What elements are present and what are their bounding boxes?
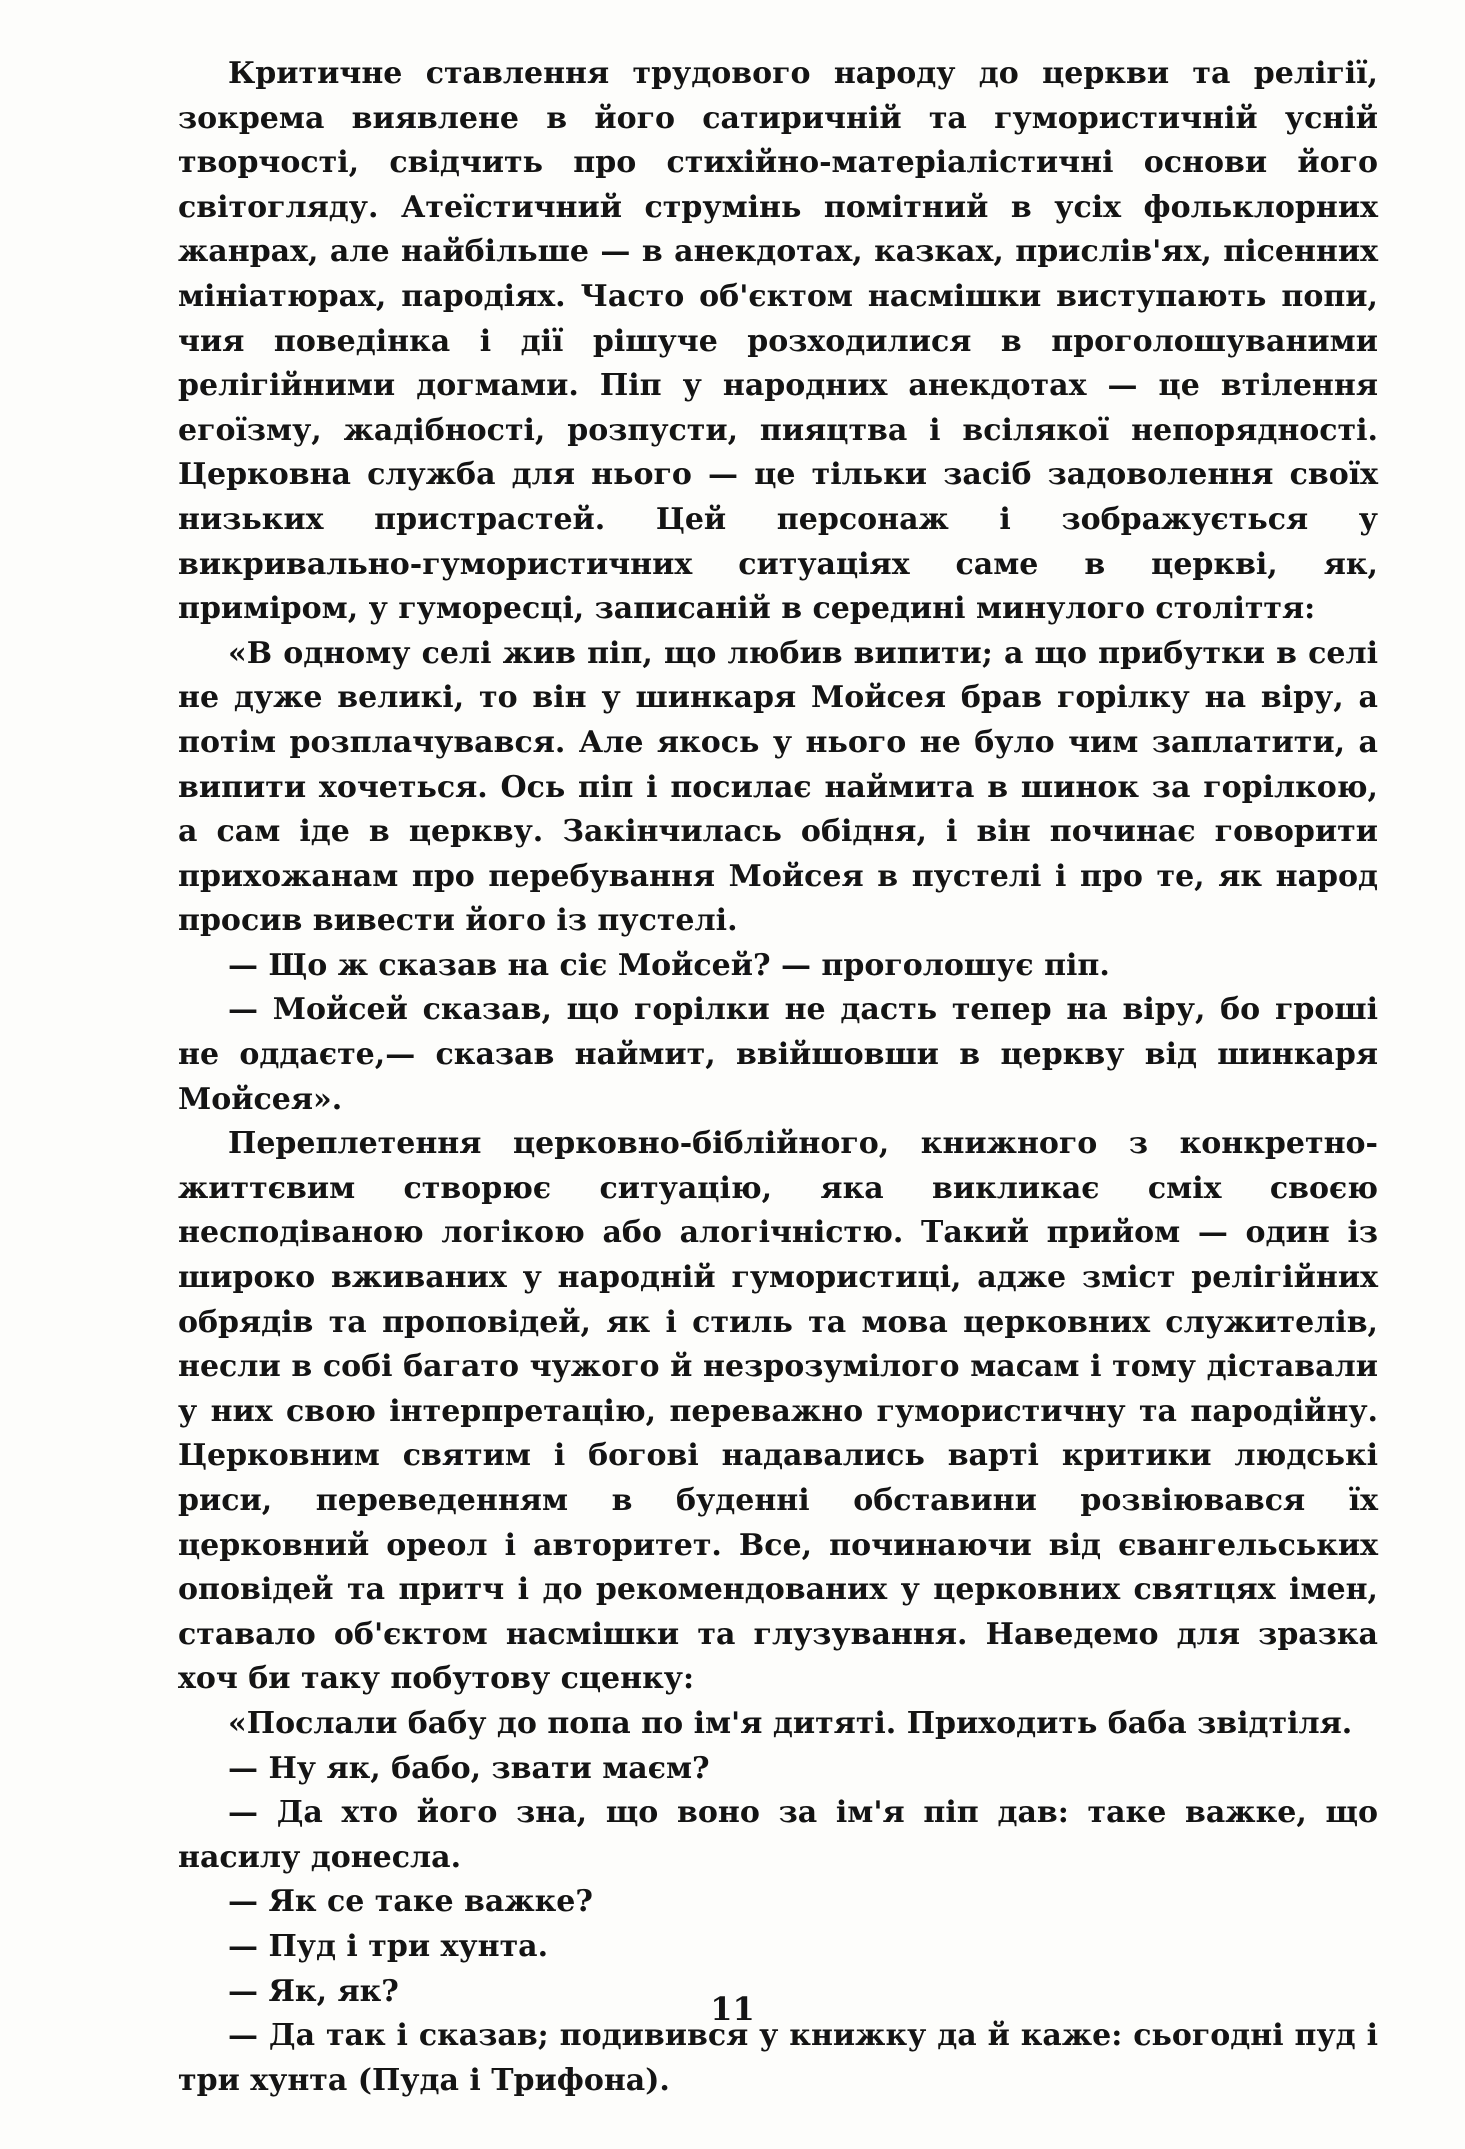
paragraph-anecdote-baba: «Послали бабу до попа по ім'я дитяті. Приходить баба звідтіля.	[228, 1705, 1353, 1741]
dialogue-line: — Як, як?	[228, 1973, 399, 2009]
dialogue-line: — Ну як, бабо, звати маєм?	[228, 1750, 710, 1786]
paragraph-anecdote-moses: «В одному селі жив піп, що любив випити; а що прибутки в селі не дуже великі, то він у шинкаря Мойсея брав горілку на віру, а потім розплачувався. Але якось у нього не було чим заплатити, а випити хочеться. Ось піп і посилає наймита в шинок за горілкою, а сам іде в церкву. Закінчилась обідня, і він починає говорити прихожанам про перебування Мойсея в пустелі і про те, як народ просив вивести його із пустелі.	[178, 635, 1378, 939]
dialogue-line: — Да хто його зна, що воно за ім'я піп дав: таке важке, що насилу донесла.	[178, 1795, 1378, 1875]
paragraph-critical-attitude: Критичне ставлення трудового народу до церкви та релігії, зокрема виявлене в його сатиричній та гумористичній усній творчості, свідчить про стихійно-матеріалістичні основи його світогляду. Атеїстичний струмінь помітний в усіх фольклорних жанрах, але найбільше — в анекдотах, казках, прислів'ях, пісенних мініатюрах, пародіях. Часто об'єктом насмішки виступають попи, чия поведінка і дії рішуче розходилися в проголошуваними релігійними догмами. Піп у народних анекдотах — це втілення егоїзму, жадібності, розпусти, пияцтва і всілякої непорядності. Церковна служба для нього — це тільки засіб задоволення своїх низьких пристрастей. Цей персонаж і зображується у викривально-гумористичних ситуаціях саме в церкві, як, приміром, у гуморесці, записаній в середині минулого століття:	[178, 56, 1378, 627]
body-text	[178, 52, 1378, 2103]
paragraph-interweaving: Переплетення церковно-біблійного, книжного з конкретно-життєвим створює ситуацію, яка викликає сміх своєю несподіваною логікою або алогічністю. Такий прийом — один із широко вживаних у народній гумористиці, адже зміст релігійних обрядів та проповідей, як і стиль та мова церковних служителів, несли в собі багато чужого й незрозумілого масам і тому діставали у них свою інтерпретацію, переважно гумористичну та пародійну. Церковним святим і богові надавались варті критики людські риси, переведенням в буденні обставини розвіювався їх церковний ореол і авторитет. Все, починаючи від євангельських оповідей та притч і до рекомендованих у церковних святцях імен, ставало об'єктом насмішки та глузування. Наведемо для зразка хоч би таку побутову сценку:	[178, 1126, 1378, 1697]
dialogue-line: — Що ж сказав на сіє Мойсей? — проголошує піп.	[228, 947, 1110, 983]
page-number: 11	[710, 1990, 755, 2028]
dialogue-line: — Як се таке важке?	[228, 1884, 593, 1920]
dialogue-line: — Да так і сказав; подивився у книжку да й каже: сьогодні пуд і три хунта (Пуда і Трифона).	[178, 2018, 1378, 2098]
dialogue-line: — Мойсей сказав, що горілки не дасть тепер на віру, бо гроші не оддаєте,— сказав наймит, ввійшовши в церкву від шинкаря Мойсея».	[178, 992, 1378, 1117]
dialogue-line: — Пуд і три хунта.	[228, 1928, 549, 1964]
